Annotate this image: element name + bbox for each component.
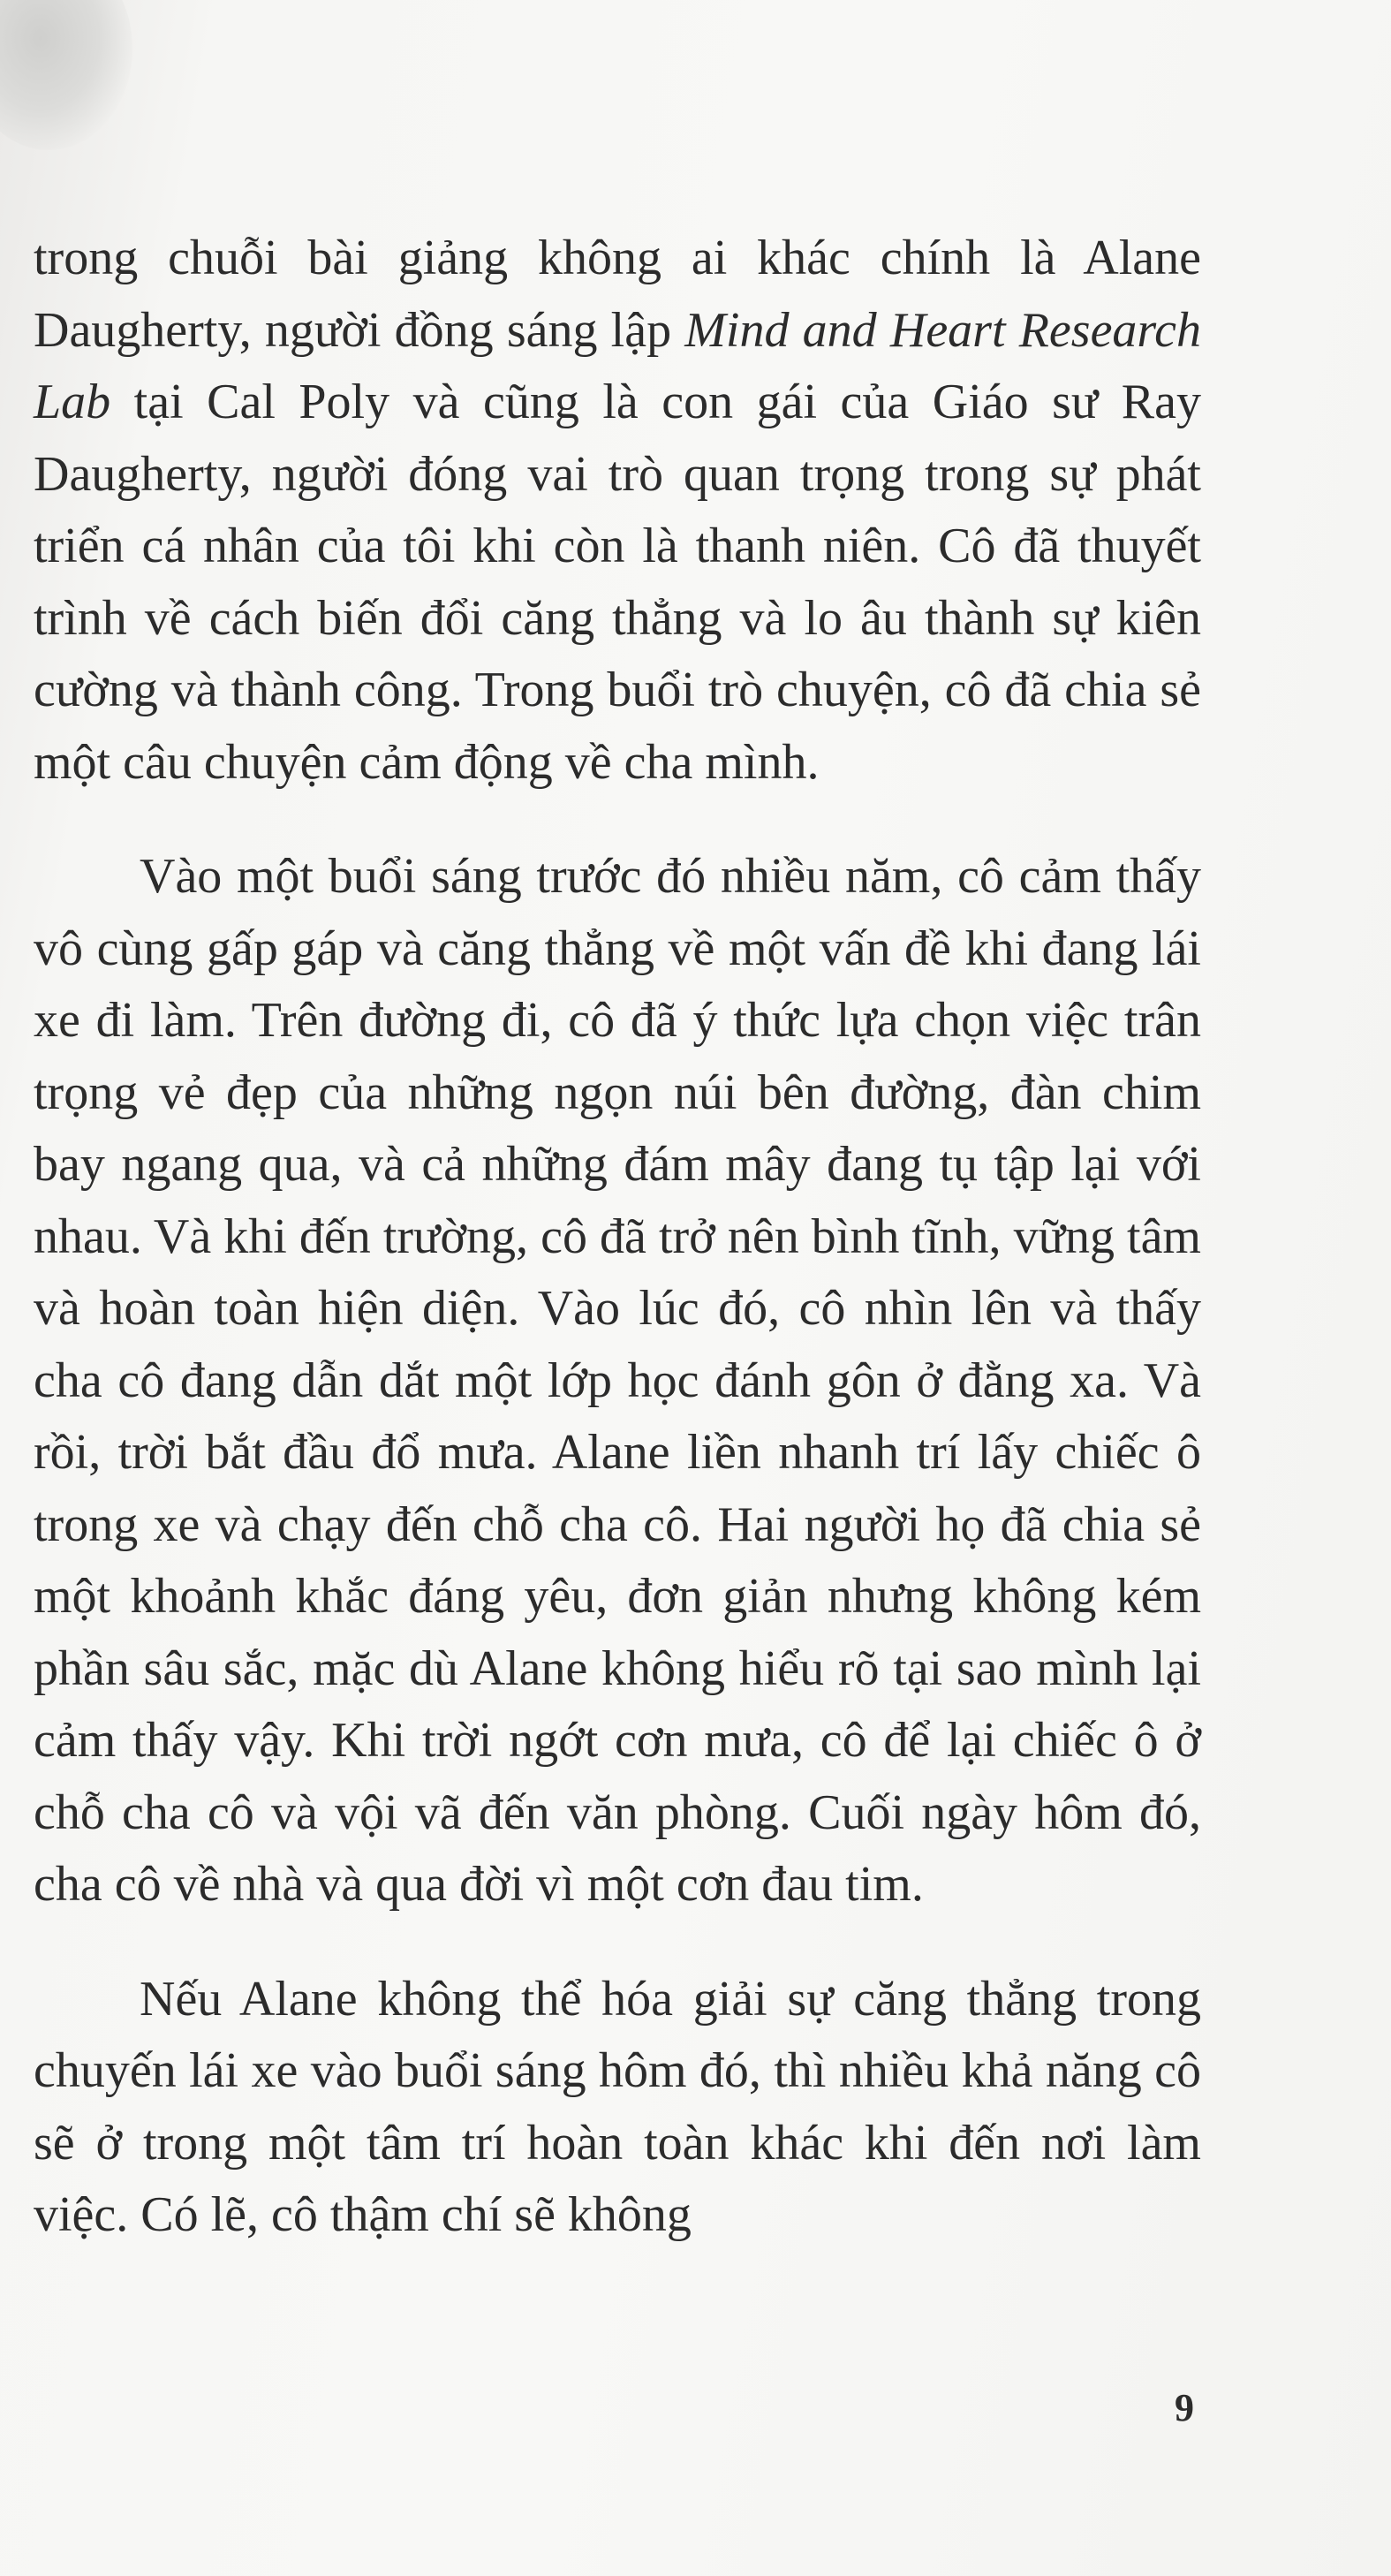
page-number: 9 [1175,2386,1194,2429]
text-run: trong chuỗi bài giảng không ai khác chính là Alane Daugherty, người đồng sáng lập [34,231,1201,358]
text-run: Nếu Alane không thể hóa giải sự căng thẳng trong chuyến lái xe vào buổi sáng hôm đó, thì nhiều khả năng cô sẽ ở trong một tâm trí hoàn toàn khác khi đến nơi làm việc. Có lẽ, cô thậm chí sẽ không [34,1971,1201,2242]
lab-name-italic: Mind and Heart Research Lab [34,302,1201,429]
text-run: tại Cal Poly và cũng là con gái của Giáo sư Ray Daugherty, người đóng vai trò quan trọng trong sự phát triển cá nhân của tôi khi còn là thanh niên. Cô đã thuyết trình về cách biến đổi căng thẳng và lo âu thành sự kiên cường và thành công. Trong buổi trò chuyện, cô đã chia sẻ một câu chuyện cảm động về cha mình. [34,375,1201,790]
body-text [34,223,1201,2252]
paragraph-3 [34,1964,1201,2252]
paragraph-1 [34,223,1201,799]
page-corner-shadow [0,0,132,150]
text-run: Vào một buổi sáng trước đó nhiều năm, cô cảm thấy vô cùng gấp gáp và căng thẳng về một vấn đề khi đang lái xe đi làm. Trên đường đi, cô đã ý thức lựa chọn việc trân trọng vẻ đẹp của những ngọn núi bên đường, đàn chim bay ngang qua, và cả những đám mây đang tụ tập lại với nhau. Và khi đến trường, cô đã trở nên bình tĩnh, vững tâm và hoàn toàn hiện diện. Vào lúc đó, cô nhìn lên và thấy cha cô đang dẫn dắt một lớp học đánh gôn ở đằng xa. Và rồi, trời bắt đầu đổ mưa. Alane liền nhanh trí lấy chiếc ô trong xe và chạy đến chỗ cha cô. Hai người họ đã chia sẻ một khoảnh khắc đáng yêu, đơn giản nhưng không kém phần sâu sắc, mặc dù Alane không hiểu rõ tại sao mình lại cảm thấy vậy. Khi trời ngớt cơn mưa, cô để lại chiếc ô ở chỗ cha cô và vội vã đến văn phòng. Cuối ngày hôm đó, cha cô về nhà và qua đời vì một cơn đau tim. [34,849,1201,1912]
paragraph-2 [34,841,1201,1921]
